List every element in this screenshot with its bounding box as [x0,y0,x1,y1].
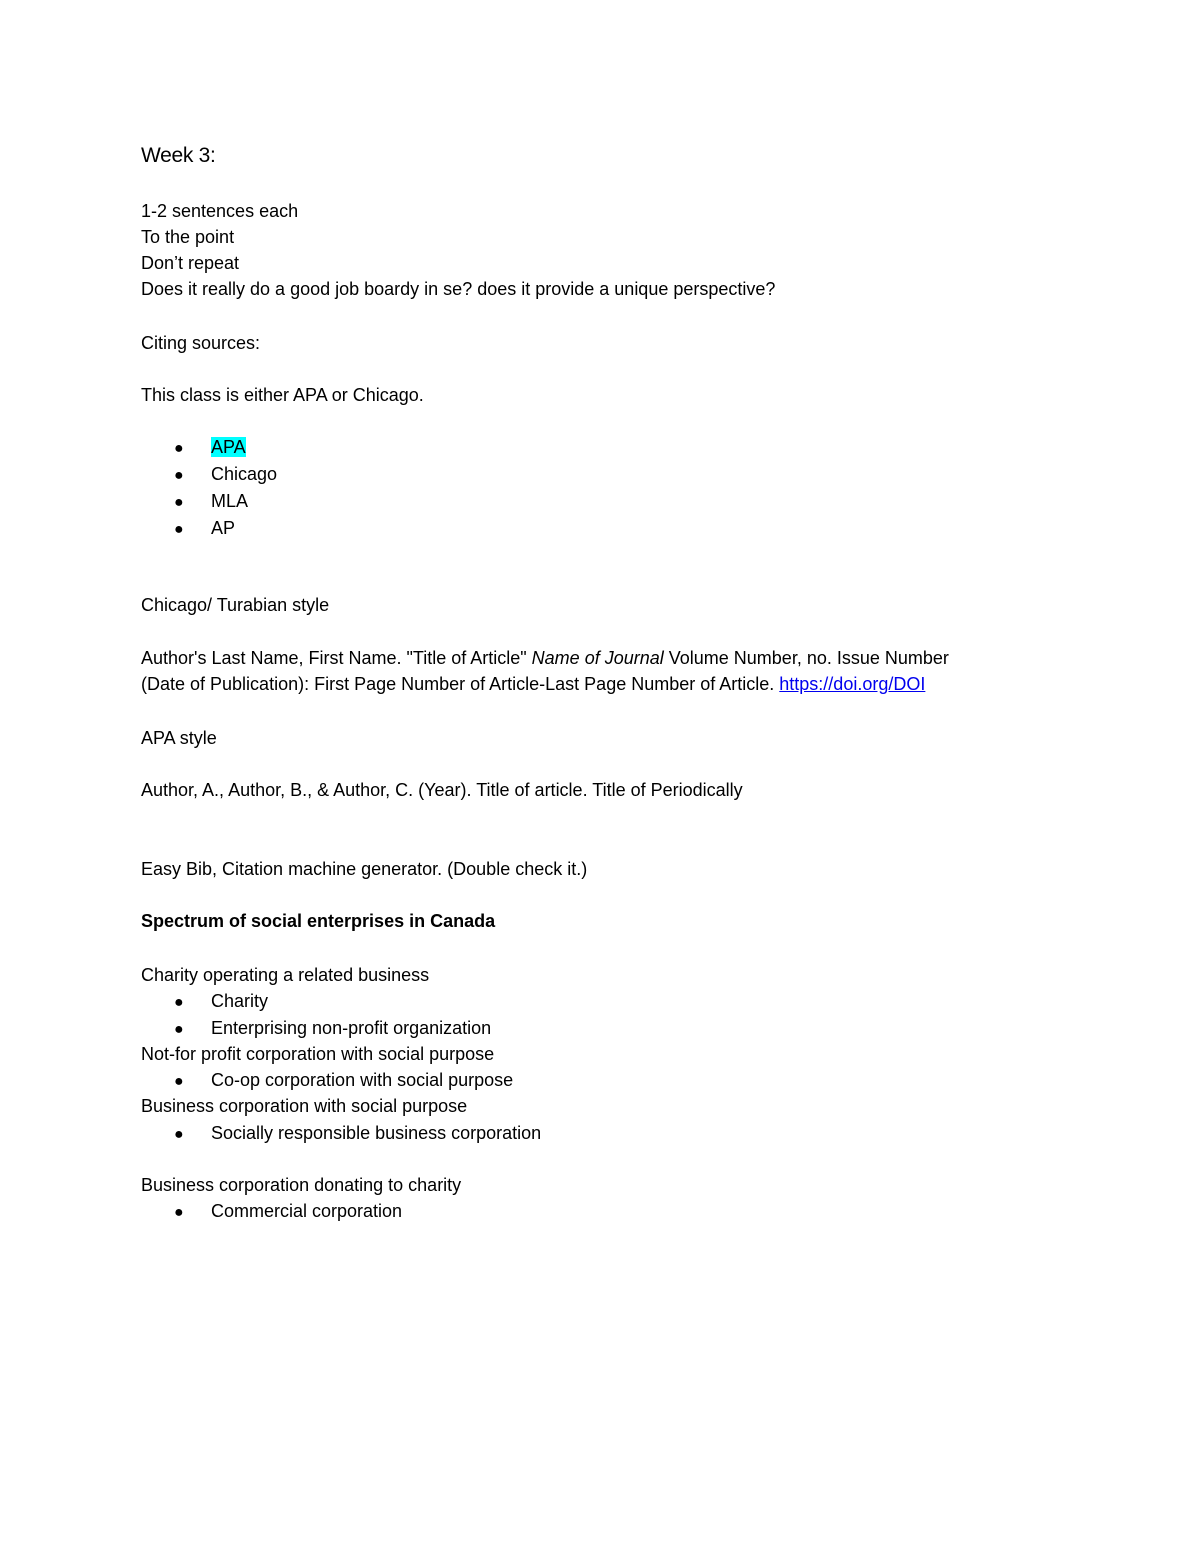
bullet-icon: ● [174,440,184,457]
citing-title: Citing sources: [141,333,261,353]
bullet-icon: ● [174,994,184,1011]
list-item-label: MLA [211,491,249,511]
bullet-icon: ● [174,1126,184,1143]
list-item [174,1015,491,1043]
bullet-icon: ● [174,494,184,511]
intro-line: To the point [141,227,235,247]
apa-title: APA style [141,728,217,748]
bullet-icon: ● [174,1073,184,1090]
list-item-label: Charity [211,991,269,1011]
chicago-format-text: Volume Number, no. Issue Number [663,648,949,668]
list-item-label: Chicago [211,464,278,484]
list-item [174,1198,402,1226]
bullet-icon: ● [174,1021,184,1038]
spectrum-title: Spectrum of social enterprises in Canada [141,911,496,931]
list-item-label: Co-op corporation with social purpose [211,1070,514,1090]
spectrum-group: Charity operating a related business [141,965,430,985]
journal-name-italic: Name of Journal [531,648,664,668]
list-item-label: APA [211,437,246,457]
list-item [174,988,268,1016]
list-item [174,488,248,516]
chicago-format-text: (Date of Publication): First Page Number of Article-Last Page Number of Article. [141,674,780,694]
list-item-label: Enterprising non-profit organization [211,1018,492,1038]
intro-line: Don’t repeat [141,253,240,273]
chicago-title: Chicago/ Turabian style [141,595,330,615]
intro-line: Does it really do a good job boardy in se? does it provide a unique perspective? [141,279,776,299]
list-item-label: Socially responsible business corporation [211,1123,542,1143]
chicago-format-text: Author's Last Name, First Name. "Title of Article" [141,648,532,668]
bullet-icon: ● [174,521,184,538]
apa-format: Author, A., Author, B., & Author, C. (Year). Title of article. Title of Periodically [141,780,743,800]
chicago-format-line1 [141,645,949,671]
list-item [174,515,235,543]
list-item [174,1067,513,1095]
intro-line: 1-2 sentences each [141,201,299,221]
list-item-label: Commercial corporation [211,1201,403,1221]
bullet-icon: ● [174,467,184,484]
doi-link[interactable]: https://doi.org/DOI [779,674,926,694]
list-item-label: AP [211,518,236,538]
generator-note: Easy Bib, Citation machine generator. (Double check it.) [141,859,588,879]
list-item [174,434,246,462]
bullet-icon: ● [174,1204,184,1221]
spectrum-group: Not-for profit corporation with social purpose [141,1044,495,1064]
page-heading: Week 3: [141,144,216,167]
chicago-format-line2 [141,671,925,697]
list-item [174,1120,541,1148]
spectrum-group: Business corporation donating to charity [141,1175,462,1195]
class-style-note: This class is either APA or Chicago. [141,385,424,405]
spectrum-group: Business corporation with social purpose [141,1096,468,1116]
list-item [174,461,277,489]
